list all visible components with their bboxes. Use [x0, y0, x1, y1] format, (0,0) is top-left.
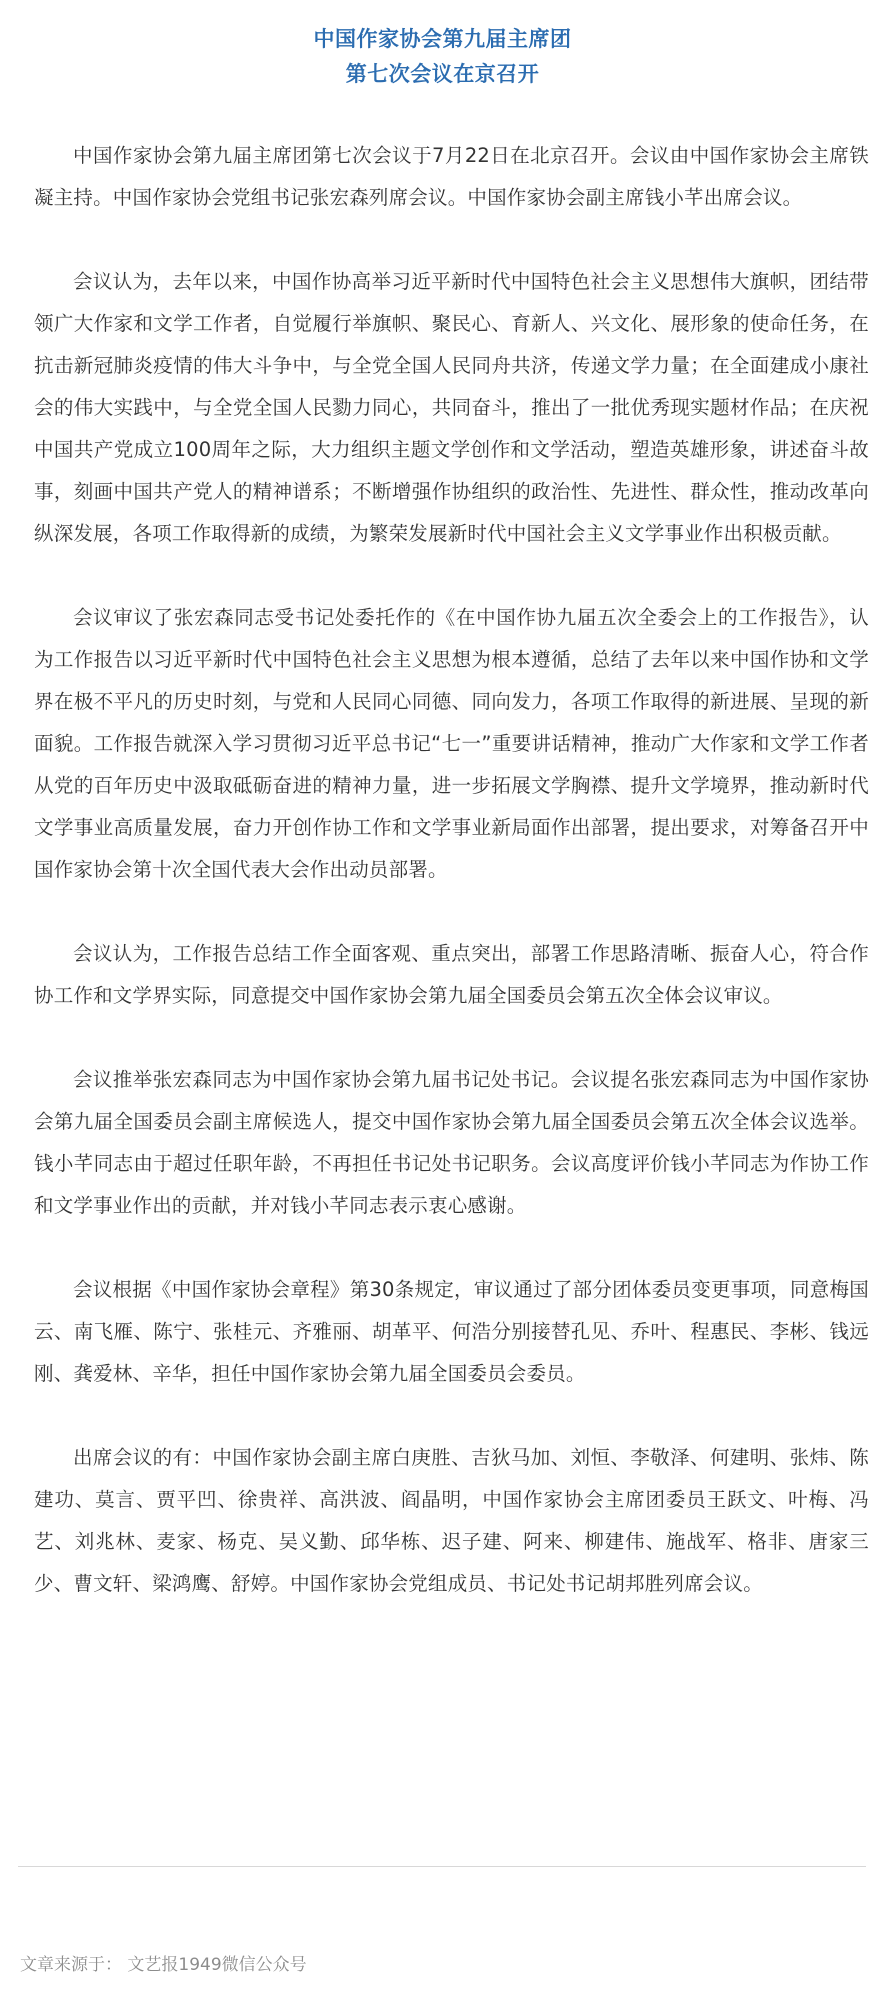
article-title — [0, 22, 885, 92]
title-line-2: 第七次会议在京召开 — [345, 62, 540, 86]
paragraph-attendees: 出席会议的有：中国作家协会副主席白庚胜、吉狄马加、刘恒、李敬泽、何建明、张炜、陈建功、莫言、贾平凹、徐贵祥、高洪波、阎晶明，中国作家协会主席团委员王跃文、叶梅、冯艺、刘兆林、麦家、杨克、吴义勤、邱华栋、迟子建、阿来、柳建伟、施战军、格非、唐家三少、曹文轩、梁鸿鹰、舒婷。中国作家协会党组成员、书记处书记胡邦胜列席会议。 — [34, 1446, 869, 1595]
paragraph-work-report: 会议审议了张宏森同志受书记处委托作的《在中国作协九届五次全委会上的工作报告》，认为工作报告以习近平新时代中国特色社会主义思想为根本遵循，总结了去年以来中国作协和文学界在极不平凡的历史时刻，与党和人民同心同德、同向发力，各项工作取得的新进展、呈现的新面貌。工作报告就深入学习贯彻习近平总书记“七一”重要讲话精神，推动广大作家和文学工作者从党的百年历史中汲取砥砺奋进的精神力量，进一步拓展文学胸襟、提升文学境界，推动新时代文学事业高质量发展，奋力开创作协工作和文学事业新局面作出部署，提出要求，对筹备召开中国作家协会第十次全国代表大会作出动员部署。 — [34, 606, 869, 881]
footer-divider — [18, 1866, 866, 1867]
paragraph-member-changes: 会议根据《中国作家协会章程》第30条规定，审议通过了部分团体委员变更事项，同意梅国云、南飞雁、陈宁、张桂元、齐雅丽、胡革平、何浩分别接替孔见、乔叶、程惠民、李彬、钱远刚、龚爱林、辛华，担任中国作家协会第九届全国委员会委员。 — [34, 1278, 869, 1385]
title-line-1: 中国作家协会第九届主席团 — [313, 27, 572, 51]
paragraph-meeting-intro: 中国作家协会第九届主席团第七次会议于7月22日在北京召开。会议由中国作家协会主席铁凝主持。中国作家协会党组书记张宏森列席会议。中国作家协会副主席钱小芊出席会议。 — [34, 144, 869, 209]
source-label: 文章来源于： — [20, 1955, 122, 1975]
paragraph-report-approval: 会议认为，工作报告总结工作全面客观、重点突出，部署工作思路清晰、振奋人心，符合作协工作和文学界实际，同意提交中国作家协会第九届全国委员会第五次全体会议审议。 — [34, 942, 869, 1007]
paragraph-personnel: 会议推举张宏森同志为中国作家协会第九届书记处书记。会议提名张宏森同志为中国作家协会第九届全国委员会副主席候选人，提交中国作家协会第九届全国委员会第五次全体会议选举。钱小芊同志由于超过任职年龄，不再担任书记处书记职务。会议高度评价钱小芊同志为作协工作和文学事业作出的贡献，并对钱小芊同志表示衷心感谢。 — [34, 1068, 869, 1217]
article-body — [34, 135, 869, 1647]
paragraph-meeting-assessment: 会议认为，去年以来，中国作协高举习近平新时代中国特色社会主义思想伟大旗帜，团结带领广大作家和文学工作者，自觉履行举旗帜、聚民心、育新人、兴文化、展形象的使命任务，在抗击新冠肺炎疫情的伟大斗争中，与全党全国人民同舟共济，传递文学力量；在全面建成小康社会的伟大实践中，与全党全国人民勠力同心，共同奋斗，推出了一批优秀现实题材作品；在庆祝中国共产党成立100周年之际，大力组织主题文学创作和文学活动，塑造英雄形象，讲述奋斗故事，刻画中国共产党人的精神谱系；不断增强作协组织的政治性、先进性、群众性，推动改革向纵深发展，各项工作取得新的成绩，为繁荣发展新时代中国社会主义文学事业作出积极贡献。 — [34, 270, 869, 545]
article-source — [20, 1950, 307, 1975]
source-name[interactable]: 文艺报1949微信公众号 — [127, 1955, 307, 1975]
